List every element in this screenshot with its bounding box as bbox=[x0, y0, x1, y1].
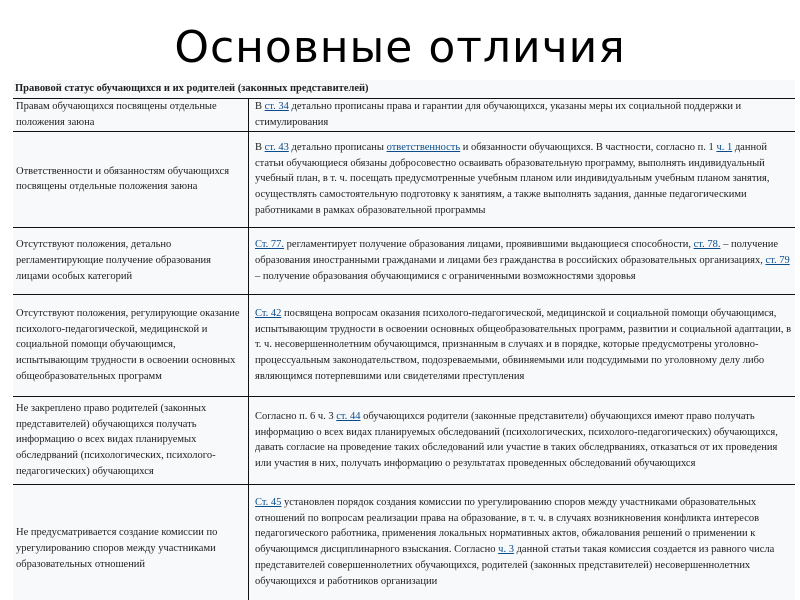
comparison-table bbox=[13, 80, 795, 600]
cell-text: Согласно п. 6 ч. 3 bbox=[255, 410, 337, 422]
cell-text: установлен порядок создания комиссии по урегулированию споров между участниками образовательных отношений по вопросам реализации права на образование, в т. ч. в случаях возникновения конфликта интересов педагогического работника, применения локальных нормативных актов, обжалования решений о применении к обучающимся дисциплинарного взыскания. Согласно bbox=[255, 496, 760, 556]
old-law-cell: Ответственности и обязанностям обучающихся посвящены отдельные положения заюна bbox=[13, 131, 249, 227]
law-article-link[interactable]: ст. 79 bbox=[765, 254, 790, 266]
law-article-link[interactable]: ст. 34 bbox=[264, 101, 289, 112]
cell-text: посвящена вопросам оказания психолого-педагогической, медицинской и социальной помощи обучающимся, испытывающим трудности в освоении основных общеобразовательных программ, развитии и социальной адаптации, в т. ч. несовершеннолетним обучающимся, признанным в случаях и в порядке, которые предусмотрены уголовно-процессуальным законодательством, подозреваемыми, обвиняемыми или подсудимыми по уголовному делу либо являющимся потерпевшими или свидетелями преступления bbox=[255, 307, 792, 382]
old-law-cell: Отсутствуют положения, детально регламентирующие получение образования лицами особых категорий bbox=[13, 227, 249, 294]
table-row bbox=[13, 131, 795, 227]
law-article-link[interactable]: Ст. 42 bbox=[255, 307, 282, 319]
table-caption-row bbox=[13, 80, 795, 98]
old-law-cell: Правам обучающихся посвящены отдельные положения заюна bbox=[13, 98, 249, 131]
cell-text: данной статьи обучающиеся обязаны добросовестно осваивать образовательную программу, выполнять индивидуальный учебный план, в т. ч. посещать предусмотренные учебным планом или индивидуальным учебным планом занятия, осуществлять самостоятельную подготовку к занятиям, а также выполнять задания, данные педагогическими работниками в рамках образовательной программы bbox=[255, 141, 770, 216]
table-caption: Правовой статус обучающихся и их родителей (законных представителей) bbox=[13, 80, 795, 98]
slide-title: Основные отличия bbox=[174, 22, 626, 73]
new-law-cell bbox=[249, 294, 796, 396]
new-law-cell bbox=[249, 227, 796, 294]
table-row bbox=[13, 294, 795, 396]
cell-text: обучающихся родители (законные представители) обучающихся имеют право получать информацию о всех видах планируемых обследований (психологических, психолого-педагогических) обучающихся, давать согласие на проведение таких обследований или участие в таких обследрваниях, отказаться от их проведения или участия в них, получать информацию о результатах проведенных обследований обучающихся bbox=[255, 410, 778, 470]
law-article-link[interactable]: ч. 1 bbox=[716, 141, 733, 153]
table-row bbox=[13, 484, 795, 600]
cell-text: и обязанности обучающихся. В частности, согласно п. 1 bbox=[460, 141, 717, 153]
law-article-link[interactable]: ответственность bbox=[386, 141, 461, 153]
new-law-cell bbox=[249, 98, 796, 131]
law-article-link[interactable]: Ст. 77. bbox=[255, 239, 285, 251]
old-law-cell: Не закреплено право родителей (законных представителей) обучающихся получать информацию о всех видах планируемых обследрваний (психологических, психолого-педагогических) обучающихся bbox=[13, 396, 249, 484]
table-row bbox=[13, 396, 795, 484]
new-law-cell bbox=[249, 131, 796, 227]
table-row bbox=[13, 227, 795, 294]
old-law-cell: Отсутствуют положения, регулирующие оказание психолого-педагогической, медицинской и социальной помощи обучающимся, испытывающим трудности в освоении основных общеобразовательных программ bbox=[13, 294, 249, 396]
law-article-link[interactable]: ст. 43 bbox=[264, 141, 289, 153]
law-article-link[interactable]: ст. 44 bbox=[336, 410, 361, 422]
cell-text: детально прописаны права и гарантии для обучающихся, указаны меры их социальной поддержки и стимулирования bbox=[255, 101, 742, 128]
cell-text: детально прописаны bbox=[288, 141, 387, 153]
new-law-cell bbox=[249, 396, 796, 484]
cell-text: – получение образования иностранными гражданами и лицами без гражданства в российских образовательных организациях, bbox=[255, 239, 779, 266]
table-row bbox=[13, 98, 795, 131]
new-law-cell bbox=[249, 484, 796, 600]
law-article-link[interactable]: Ст. 45 bbox=[255, 496, 282, 508]
cell-text: В bbox=[255, 101, 265, 112]
cell-text: – получение образования обучающимися с ограниченными возможностями здоровья bbox=[255, 270, 636, 282]
old-law-cell: Не предусматривается создание комиссии по урегулированию споров между участниками образовательных отношений bbox=[13, 484, 249, 600]
cell-text: данной статьи такая комиссия создается из равного числа представителей совершеннолетних обучающихся, родителей (законных представителей) несовершеннолетних обучающихся и работников организации bbox=[255, 544, 775, 587]
cell-text: регламентирует получение образования лицами, проявившими выдающиеся способности, bbox=[284, 239, 694, 251]
law-article-link[interactable]: ст. 78. bbox=[693, 239, 721, 251]
cell-text: В bbox=[255, 141, 265, 153]
law-article-link[interactable]: ч. 3 bbox=[498, 544, 514, 556]
